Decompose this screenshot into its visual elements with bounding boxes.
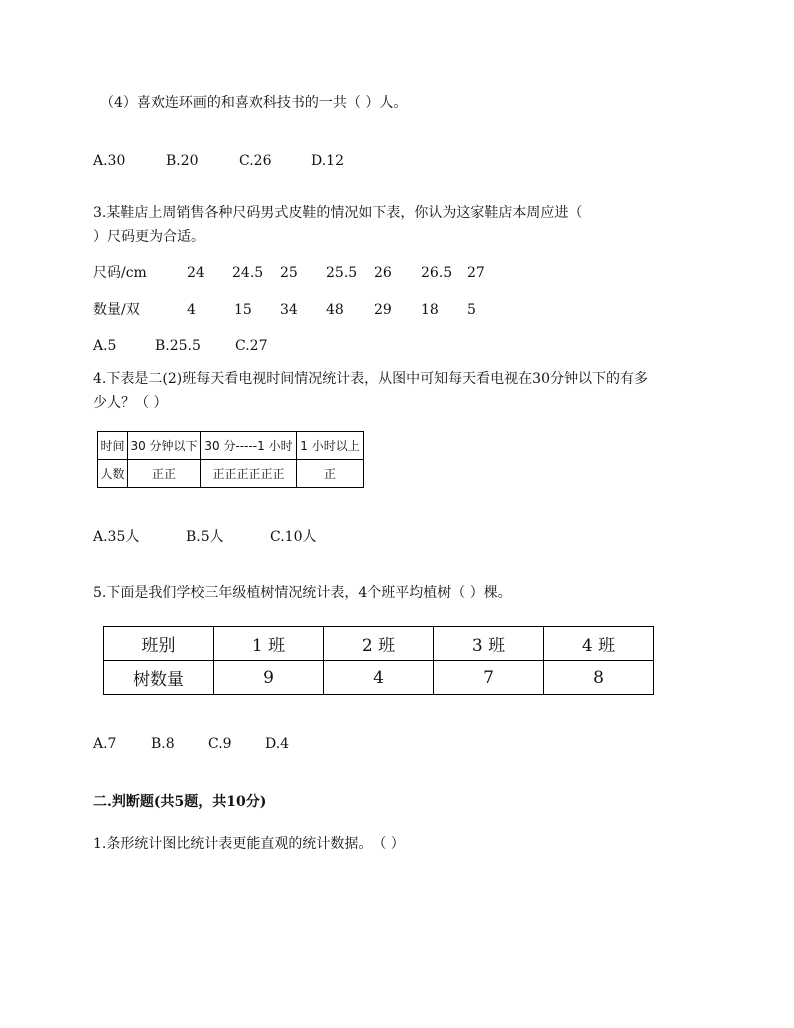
question-3-options — [93, 337, 267, 355]
tree-planting-table — [103, 626, 654, 695]
option-d: D.12 — [311, 153, 344, 169]
question-4-options — [93, 528, 316, 546]
size-value: 24.5 — [232, 265, 264, 281]
question-5-options — [93, 735, 289, 753]
quantity-value: 48 — [326, 302, 344, 318]
table-cell: 9 — [214, 661, 324, 695]
size-value: 25.5 — [326, 265, 358, 281]
option-a: A.30 — [93, 153, 126, 169]
table-cell: 人数 — [98, 460, 128, 488]
table-header-cell: 1 班 — [214, 627, 324, 661]
table-cell: 4 — [324, 661, 434, 695]
option-c: C.26 — [239, 153, 272, 169]
table-cell: 树数量 — [104, 661, 214, 695]
question-4-stem-line2: 少人？（ ） — [93, 395, 168, 411]
table-cell: 8 — [544, 661, 654, 695]
size-value: 26.5 — [421, 265, 453, 281]
option-b: B.5人 — [186, 529, 224, 545]
section-heading: 二.判断题(共5题，共10分) — [93, 794, 267, 810]
table-header-cell: 30 分-----1 小时 — [201, 432, 297, 460]
table-header-cell: 时间 — [98, 432, 128, 460]
size-label: 尺码/cm — [93, 265, 147, 281]
table-header-cell: 1 小时以上 — [297, 432, 364, 460]
table-header-cell: 2 班 — [324, 627, 434, 661]
size-value: 26 — [374, 265, 392, 281]
table-cell: 正正 — [128, 460, 201, 488]
quantity-value: 34 — [280, 302, 298, 318]
question-4-stem-line1: 4.下表是二(2)班每天看电视时间情况统计表，从图中可知每天看电视在30分钟以下的有多 — [93, 371, 649, 387]
table-cell: 正 — [297, 460, 364, 488]
quantity-value: 5 — [467, 302, 476, 318]
option-c: C.10人 — [270, 529, 317, 545]
option-a: A.7 — [93, 736, 117, 752]
question-3-stem-line1: 3.某鞋店上周销售各种尺码男式皮鞋的情况如下表，你认为这家鞋店本周应进（ — [93, 205, 583, 221]
question-5-stem: 5.下面是我们学校三年级植树情况统计表，4个班平均植树（ ）棵。 — [93, 585, 512, 601]
option-b: B.20 — [166, 153, 199, 169]
question-4-sub-stem: （4）喜欢连环画的和喜欢科技书的一共（ ）人。 — [100, 95, 408, 111]
table-cell: 7 — [434, 661, 544, 695]
option-a: A.5 — [93, 338, 117, 354]
quantity-value: 4 — [187, 302, 196, 318]
size-value: 25 — [280, 265, 298, 281]
option-c: C.9 — [208, 736, 232, 752]
question-4-sub-options — [93, 152, 344, 170]
quantity-value: 15 — [234, 302, 252, 318]
quantity-value: 18 — [421, 302, 439, 318]
table-header-cell: 30 分钟以下 — [128, 432, 201, 460]
size-value: 27 — [467, 265, 485, 281]
quantity-label: 数量/双 — [93, 302, 140, 318]
table-header-cell: 班别 — [104, 627, 214, 661]
tv-time-table — [97, 431, 364, 488]
option-d: D.4 — [265, 736, 290, 752]
table-header-cell: 4 班 — [544, 627, 654, 661]
question-3-stem-line2: ）尺码更为合适。 — [93, 229, 205, 245]
option-b: B.25.5 — [155, 338, 201, 354]
option-a: A.35人 — [93, 529, 140, 545]
size-value: 24 — [187, 265, 205, 281]
option-b: B.8 — [151, 736, 175, 752]
option-c: C.27 — [235, 338, 268, 354]
table-cell: 正正正正正正 — [201, 460, 297, 488]
quantity-value: 29 — [374, 302, 392, 318]
table-header-cell: 3 班 — [434, 627, 544, 661]
judgment-question-1: 1.条形统计图比统计表更能直观的统计数据。 （ ） — [93, 836, 405, 852]
